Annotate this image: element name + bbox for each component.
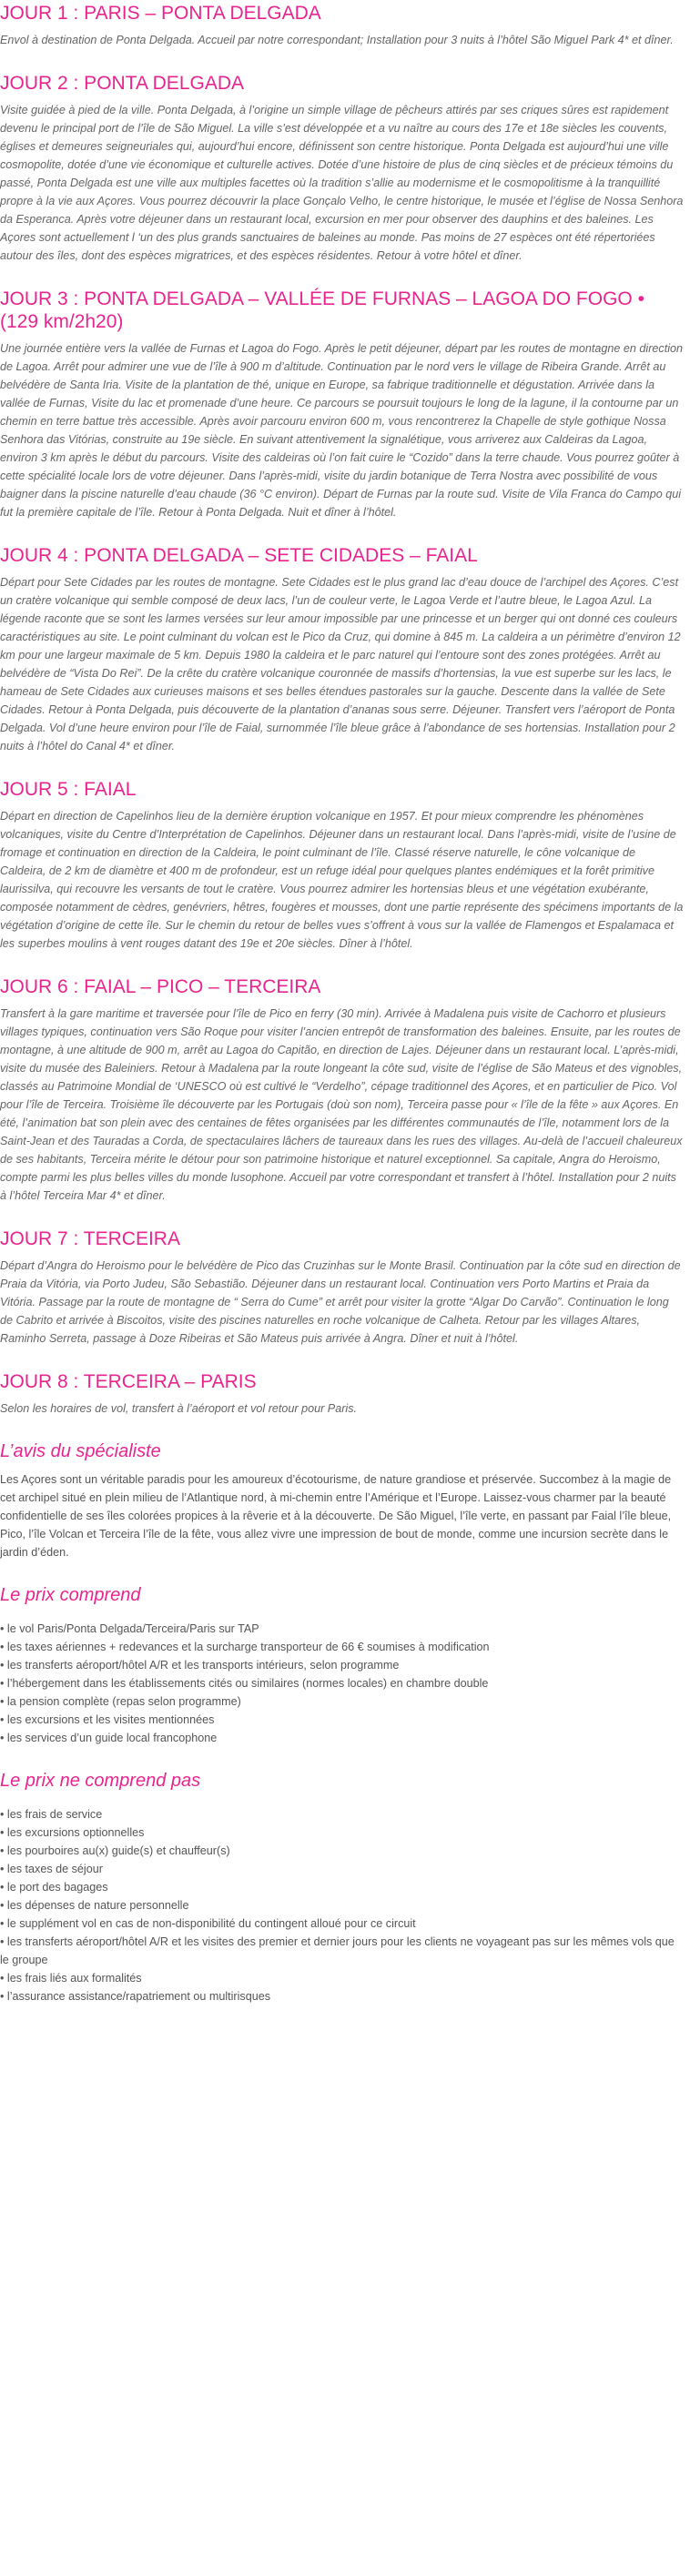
price-excludes-list — [0, 1805, 684, 2005]
day-3 — [0, 288, 684, 521]
day-5 — [0, 778, 684, 953]
price-includes — [0, 1584, 684, 1747]
day-2-title: JOUR 2 : PONTA DELGADA — [0, 73, 245, 94]
list-item: • les frais de service — [0, 1805, 684, 1823]
list-item: • les transferts aéroport/hôtel A/R et les visites des premier et dernier jours pour les clients ne voyageant pas sur les mêmes vols que le groupe — [0, 1933, 684, 1969]
day-1-title: JOUR 1 : PARIS – PONTA DELGADA — [0, 3, 321, 24]
list-item: • les transferts aéroport/hôtel A/R et les transports intérieurs, selon programme — [0, 1656, 684, 1674]
day-1-text: Envol à destination de Ponta Delgada. Accueil par notre correspondant; Installation pour 3 nuits à l’hôtel São Miguel Park 4* et dîner. — [0, 34, 674, 46]
day-8-title: JOUR 8 : TERCEIRA – PARIS — [0, 1371, 257, 1392]
list-item: • le supplément vol en cas de non-disponibilité du contingent alloué pour ce circuit — [0, 1914, 684, 1933]
day-4 — [0, 544, 684, 755]
day-6 — [0, 975, 684, 1205]
price-includes-title: Le prix comprend — [0, 1585, 141, 1605]
list-item: • les taxes aériennes + redevances et la surcharge transporteur de 66 € soumises à modification — [0, 1638, 684, 1656]
day-8 — [0, 1370, 684, 1418]
list-item: • les excursions et les visites mentionnées — [0, 1711, 684, 1729]
day-2 — [0, 72, 684, 265]
list-item: • l’assurance assistance/rapatriement ou multirisques — [0, 1987, 684, 2005]
day-4-text: Départ pour Sete Cidades par les routes de montagne. Sete Cidades est le plus grand lac d’eau douce de l’archipel des Açores. C’est un cratère volcanique qui semble composé de deux lacs, l’un de couleur verte, le Lagoa Verde et l’autre bleue, le Lagoa Azul. La légende raconte que se sont les larmes versées sur leur amour impossible par une princesse et un berger qui ont donné ces couleurs caractéristiques au site. Le point culminant du volcan est le Pico da Cruz, qui domine à 845 m. La caldeira a un périmètre d’environ 12 km pour une largeur maximale de 5 km. Depuis 1980 la caldeira et le parc naturel qui l’entoure sont des zones protégées. Arrêt au belvédère de “Vista Do Rei”. De la crête du cratère volcanique couronnée de massifs d’hortensias, la vue est superbe sur les lacs, le hameau de Sete Cidades aux curieuses maisons et ses belles étendues pastorales sur la gauche. Descente dans la vallée de Sete Cidades. Retour à Ponta Delgada, puis découverte de la plantation d’ananas sous serre. Déjeuner. Transfert vers l’aéroport de Ponta Delgada. Vol d’une heure environ pour l’île de Faial, surnommée l’île bleue grâce à l’abondance de ses hortensias. Installation pour 2 nuits à l’hôtel do Canal 4* et dîner. — [0, 576, 681, 753]
day-1 — [0, 2, 684, 49]
day-8-text: Selon les horaires de vol, transfert à l’aéroport et vol retour pour Paris. — [0, 1402, 357, 1415]
list-item: • les pourboires au(x) guide(s) et chauffeur(s) — [0, 1842, 684, 1860]
day-2-text: Visite guidée à pied de la ville. Ponta Delgada, à l’origine un simple village de pêcheurs attirés par ses criques sûres est rapidement devenu le principal port de l’île de São Miguel. La ville s’est développée et a vu naître au cours des 17e et 18e siècles les couvents, églises et demeures seigneuriales qui, aujourd’hui encore, définissent son centre historique. Ponta Delgada est aujourd’hui une ville cosmopolite, dotée d’une vie économique et culturelle actives. Dotée d’une histoire de plus de cinq siècles et de précieux témoins du passé, Ponta Delgada est une ville aux multiples facettes où la tradition s’allie au modernisme et le cosmopolitisme à la tranquillité propre à la vie aux Açores. Vous pourrez découvrir la place Gonçalo Velho, le centre historique, le musée et l’église de Nossa Senhora da Esperanca. Après votre déjeuner dans un restaurant local, excursion en mer pour observer des dauphins et des baleines. Les Açores sont actuellement l ‘un des plus grands sanctuaires de baleines au monde. Pas moins de 27 espèces ont été répertoriées autour des îles, dont des espèces migratrices, et des espèces résidentes. Retour à votre hôtel et dîner. — [0, 104, 684, 262]
specialist-text: Les Açores sont un véritable paradis pour les amoureux d’écotourisme, de nature grandiose et préservée. Succombez à la magie de cet archipel situé en plein milieu de l’Atlantique nord, à mi-chemin entre l’Amérique et l’Europe. Laissez-vous charmer par la beauté confidentielle de ses îles colorées propices à la rêverie et à la découverte. De São Miguel, l’île verte, en passant par Faial l’île bleue, Pico, l’île Volcan et Terceira l’île de la fête, vous allez vivre une impression de bout de monde, comme une incursion secrète dans le jardin d’éden. — [0, 1473, 672, 1559]
day-3-text: Une journée entière vers la vallée de Furnas et Lagoa do Fogo. Après le petit déjeuner, départ par les routes de montagne en direction de Lagoa. Arrêt pour admirer une vue de l’île à 900 m d’altitude. Continuation par le nord vers le village de Ribeira Grande. Arrêt au belvédère de Santa Iria. Visite de la plantation de thé, unique en Europe, sa fabrique traditionnelle et dégustation. Arrivée dans la vallée de Furnas, Visite du lac et promenade d’une heure. Ce parcours se poursuit toujours le long de la lagune, il la contourne par un chemin en terre battue très accessible. Après avoir parcouru environ 600 m, vous rencontrerez la Chapelle de style gothique Nossa Senhora das Vitórias, construite au 19e siècle. En suivant attentivement la signalétique, vous arriverez aux Caldeiras da Lagoa, environ 3 km après le début du parcours. Visite des caldeiras où l’on fait cuire le “Cozido” dans la terre chaude. Vous pourrez goûter à cette spécialité locale lors de votre déjeuner. Dans l’après-midi, visite du jardin botanique de Terra Nostra avec possibilité de vous baigner dans la piscine naturelle d’eau chaude (36 °C environ). Départ de Furnas par la route sud. Visite de Vila Franca do Campo qui fut la première capitale de l’île. Retour à Ponta Delgada. Nuit et dîner à l’hôtel. — [0, 342, 684, 519]
list-item: • les dépenses de nature personnelle — [0, 1896, 684, 1914]
price-excludes-title: Le prix ne comprend pas — [0, 1771, 201, 1791]
day-5-text: Départ en direction de Capelinhos lieu de la dernière éruption volcanique en 1957. Et pour mieux comprendre les phénomènes volcaniques, visite du Centre d’Interprétation de Capelinhos. Déjeuner dans un restaurant local. Dans l’après-midi, visite de l’usine de fromage et continuation en direction de la Caldeira, le point culminant de l’île. Classé réserve naturelle, le cône volcanique de Caldeira, de 2 km de diamètre et 400 m de profondeur, est un refuge idéal pour quelques plantes endémiques et la forêt primitive laurissilva, qui recouvre les versants de tout le cratère. Vous pourrez admirer les hortensias bleus et une végétation exubérante, composée notamment de cèdres, genévriers, hêtres, fougères et mousses, dont une partie représente des spécimens importants de la végétation d’origine de cette île. Sur le chemin du retour de belles vues s’offrent à vous sur la vallée de Flamengos et Espalamaca et les superbes moulins à vent rouges datant des 19e et 20e siècles. Dîner à l’hôtel. — [0, 810, 684, 950]
list-item: • le vol Paris/Ponta Delgada/Terceira/Paris sur TAP — [0, 1620, 684, 1638]
list-item: • le port des bagages — [0, 1878, 684, 1896]
day-6-text: Transfert à la gare maritime et traversée pour l’île de Pico en ferry (30 min). Arrivée à Madalena puis visite de Cachorro et plusieurs villages typiques, continuation vers São Roque pour visiter l’ancien entrepôt de transformation des baleines. Ensuite, par les routes de montagne, à une altitude de 900 m, arrêt au Lagoa do Capitão, en direction de Lajes. Déjeuner dans un restaurant local. L’après-midi, visite du musée des Baleiniers. Retour à Madalena par la route longeant la côte sud, visite de l’église de São Mateus et des vignobles, classés au Patrimoine Mondial de ‘UNESCO où est cultivé le “Verdelho”, cépage traditionnel des Açores, et en particulier de Pico. Vol pour l’île de Terceira. Troisième île découverte par les Portugais (doù son nom), Terceira passe pour « l’île de la fête » aux Açores. En été, l’animation bat son plein avec des centaines de fêtes organisées par les différentes communautés de l’île, notamment lors de la Saint-Jean et des Tauradas a Corda, de spectaculaires lâchers de taureaux dans les rues des villages. Au-delà de l’accueil chaleureux de ses habitants, Terceira mérite le détour pour son patrimoine historique et naturel exceptionnel. Sa capitale, Angra do Heroismo, compte parmi les plus belles villes du monde lusophone. Accueil par votre correspondant et transfert à l’hôtel. Installation pour 2 nuits à l’hôtel Terceira Mar 4* et dîner. — [0, 1007, 683, 1202]
day-7 — [0, 1227, 684, 1348]
specialist-opinion — [0, 1440, 684, 1561]
day-7-title: JOUR 7 : TERCEIRA — [0, 1228, 180, 1249]
day-4-title: JOUR 4 : PONTA DELGADA – SETE CIDADES – FAIAL — [0, 545, 478, 566]
list-item: • les frais liés aux formalités — [0, 1969, 684, 1987]
list-item: • les taxes de séjour — [0, 1860, 684, 1878]
day-6-title: JOUR 6 : FAIAL – PICO – TERCEIRA — [0, 976, 321, 997]
itinerary-page — [0, 2, 690, 2005]
list-item: • les excursions optionnelles — [0, 1823, 684, 1842]
list-item: • les services d’un guide local francophone — [0, 1729, 684, 1747]
day-7-text: Départ d’Angra do Heroismo pour le belvédère de Pico das Cruzinhas sur le Monte Brasil. Continuation par la côte sud en direction de Praia da Vitória, via Porto Judeu, São Sebastião. Déjeuner dans un restaurant local. Continuation vers Porto Martins et Praia da Vitória. Passage par la route de montagne de “ Serra do Cume” et arrêt pour visiter la grotte “Algar Do Carvão”. Continuation le long de Cabrito et arrivée à Biscoitos, visite des piscines naturelles en roche volcanique de Calheta. Retour par les villages Altares, Raminho Serreta, passage à Doze Ribeiras et São Mateus puis arrivée à Angra. Dîner et nuit à l’hôtel. — [0, 1259, 681, 1345]
price-includes-list — [0, 1620, 684, 1747]
day-3-title: JOUR 3 : PONTA DELGADA – VALLÉE DE FURNAS – LAGOA DO FOGO • (129 km/2h20) — [0, 288, 644, 332]
day-5-title: JOUR 5 : FAIAL — [0, 779, 137, 800]
list-item: • la pension complète (repas selon programme) — [0, 1692, 684, 1711]
price-excludes — [0, 1770, 684, 2005]
list-item: • l’hébergement dans les établissements cités ou similaires (normes locales) en chambre double — [0, 1674, 684, 1692]
specialist-title: L’avis du spécialiste — [0, 1441, 161, 1461]
